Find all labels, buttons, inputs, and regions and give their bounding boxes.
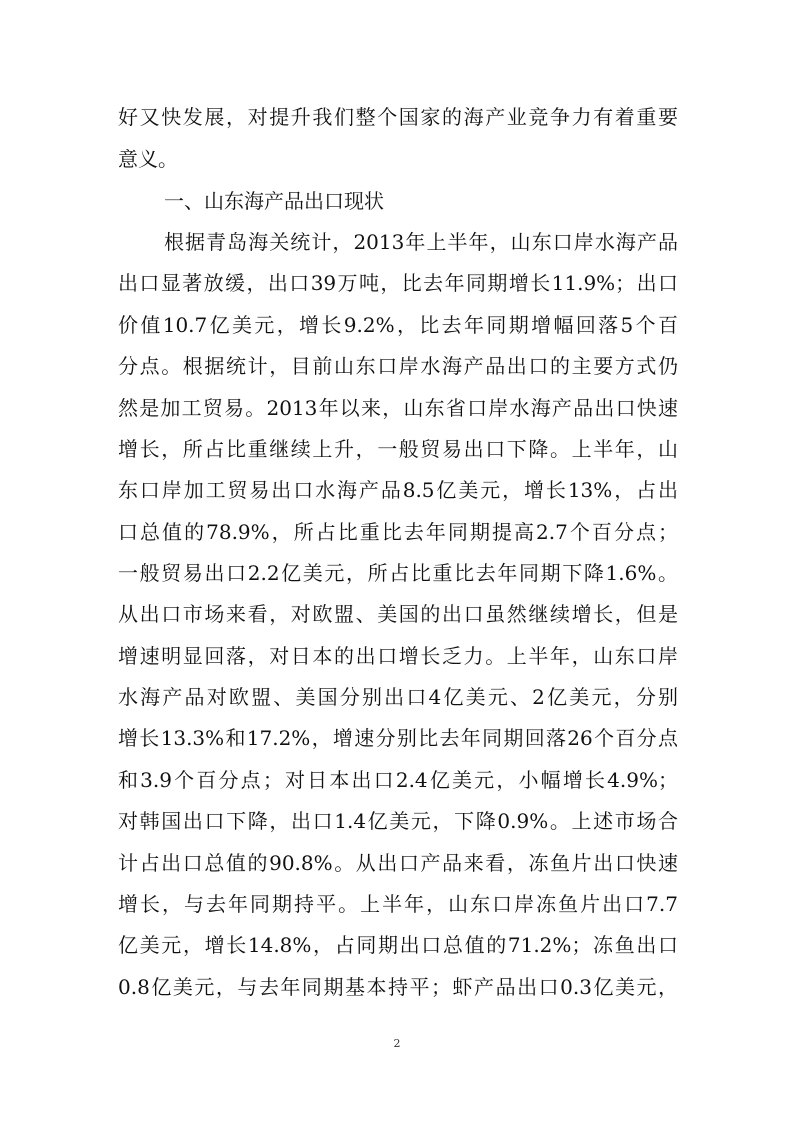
text-line: 对韩国出口下降，出口1.4亿美元，下降0.9%。上述市场合: [118, 809, 678, 833]
text-line: 从出口市场来看，对欧盟、美国的出口虽然继续增长，但是: [118, 602, 678, 626]
text-line: 意义。: [118, 147, 178, 171]
text-line: 增长，与去年同期持平。上半年，山东口岸冻鱼片出口7.7: [118, 892, 678, 916]
text-line: 好又快发展，对提升我们整个国家的海产业竞争力有着重要: [118, 105, 678, 129]
text-line: 口总值的78.9%，所占比重比去年同期提高2.7个百分点；: [118, 520, 678, 544]
text-line: 价值10.7亿美元，增长9.2%，比去年同期增幅回落5个百: [118, 313, 678, 337]
text-line: 分点。根据统计，目前山东口岸水海产品出口的主要方式仍: [118, 354, 678, 378]
page-number: 2: [393, 1037, 401, 1050]
text-line: 一般贸易出口2.2亿美元，所占比重比去年同期下降1.6%。: [118, 561, 678, 585]
text-line: 出口显著放缓，出口39万吨，比去年同期增长11.9%；出口: [118, 271, 678, 295]
text-line: 增速明显回落，对日本的出口增长乏力。上半年，山东口岸: [118, 644, 678, 668]
text-line: 增长13.3%和17.2%，增速分别比去年同期回落26个百分点: [118, 726, 678, 750]
text-line: 和3.9个百分点；对日本出口2.4亿美元，小幅增长4.9%；: [118, 768, 678, 792]
text-line: 计占出口总值的90.8%。从出口产品来看，冻鱼片出口快速: [118, 851, 678, 875]
text-line: 亿美元，增长14.8%，占同期出口总值的71.2%；冻鱼出口: [118, 933, 678, 957]
text-line: 然是加工贸易。2013年以来，山东省口岸水海产品出口快速: [118, 396, 678, 420]
text-line: 增长，所占比重继续上升，一般贸易出口下降。上半年，山: [118, 437, 678, 461]
section-heading: 一、山东海产品出口现状: [164, 189, 384, 213]
text-line: 0.8亿美元，与去年同期基本持平；虾产品出口0.3亿美元，: [118, 975, 678, 999]
text-line: 水海产品对欧盟、美国分别出口4亿美元、2亿美元，分别: [118, 685, 678, 709]
paragraph-first-line: 根据青岛海关统计，2013年上半年，山东口岸水海产品: [164, 230, 678, 254]
text-line: 东口岸加工贸易出口水海产品8.5亿美元，增长13%，占出: [118, 478, 678, 502]
